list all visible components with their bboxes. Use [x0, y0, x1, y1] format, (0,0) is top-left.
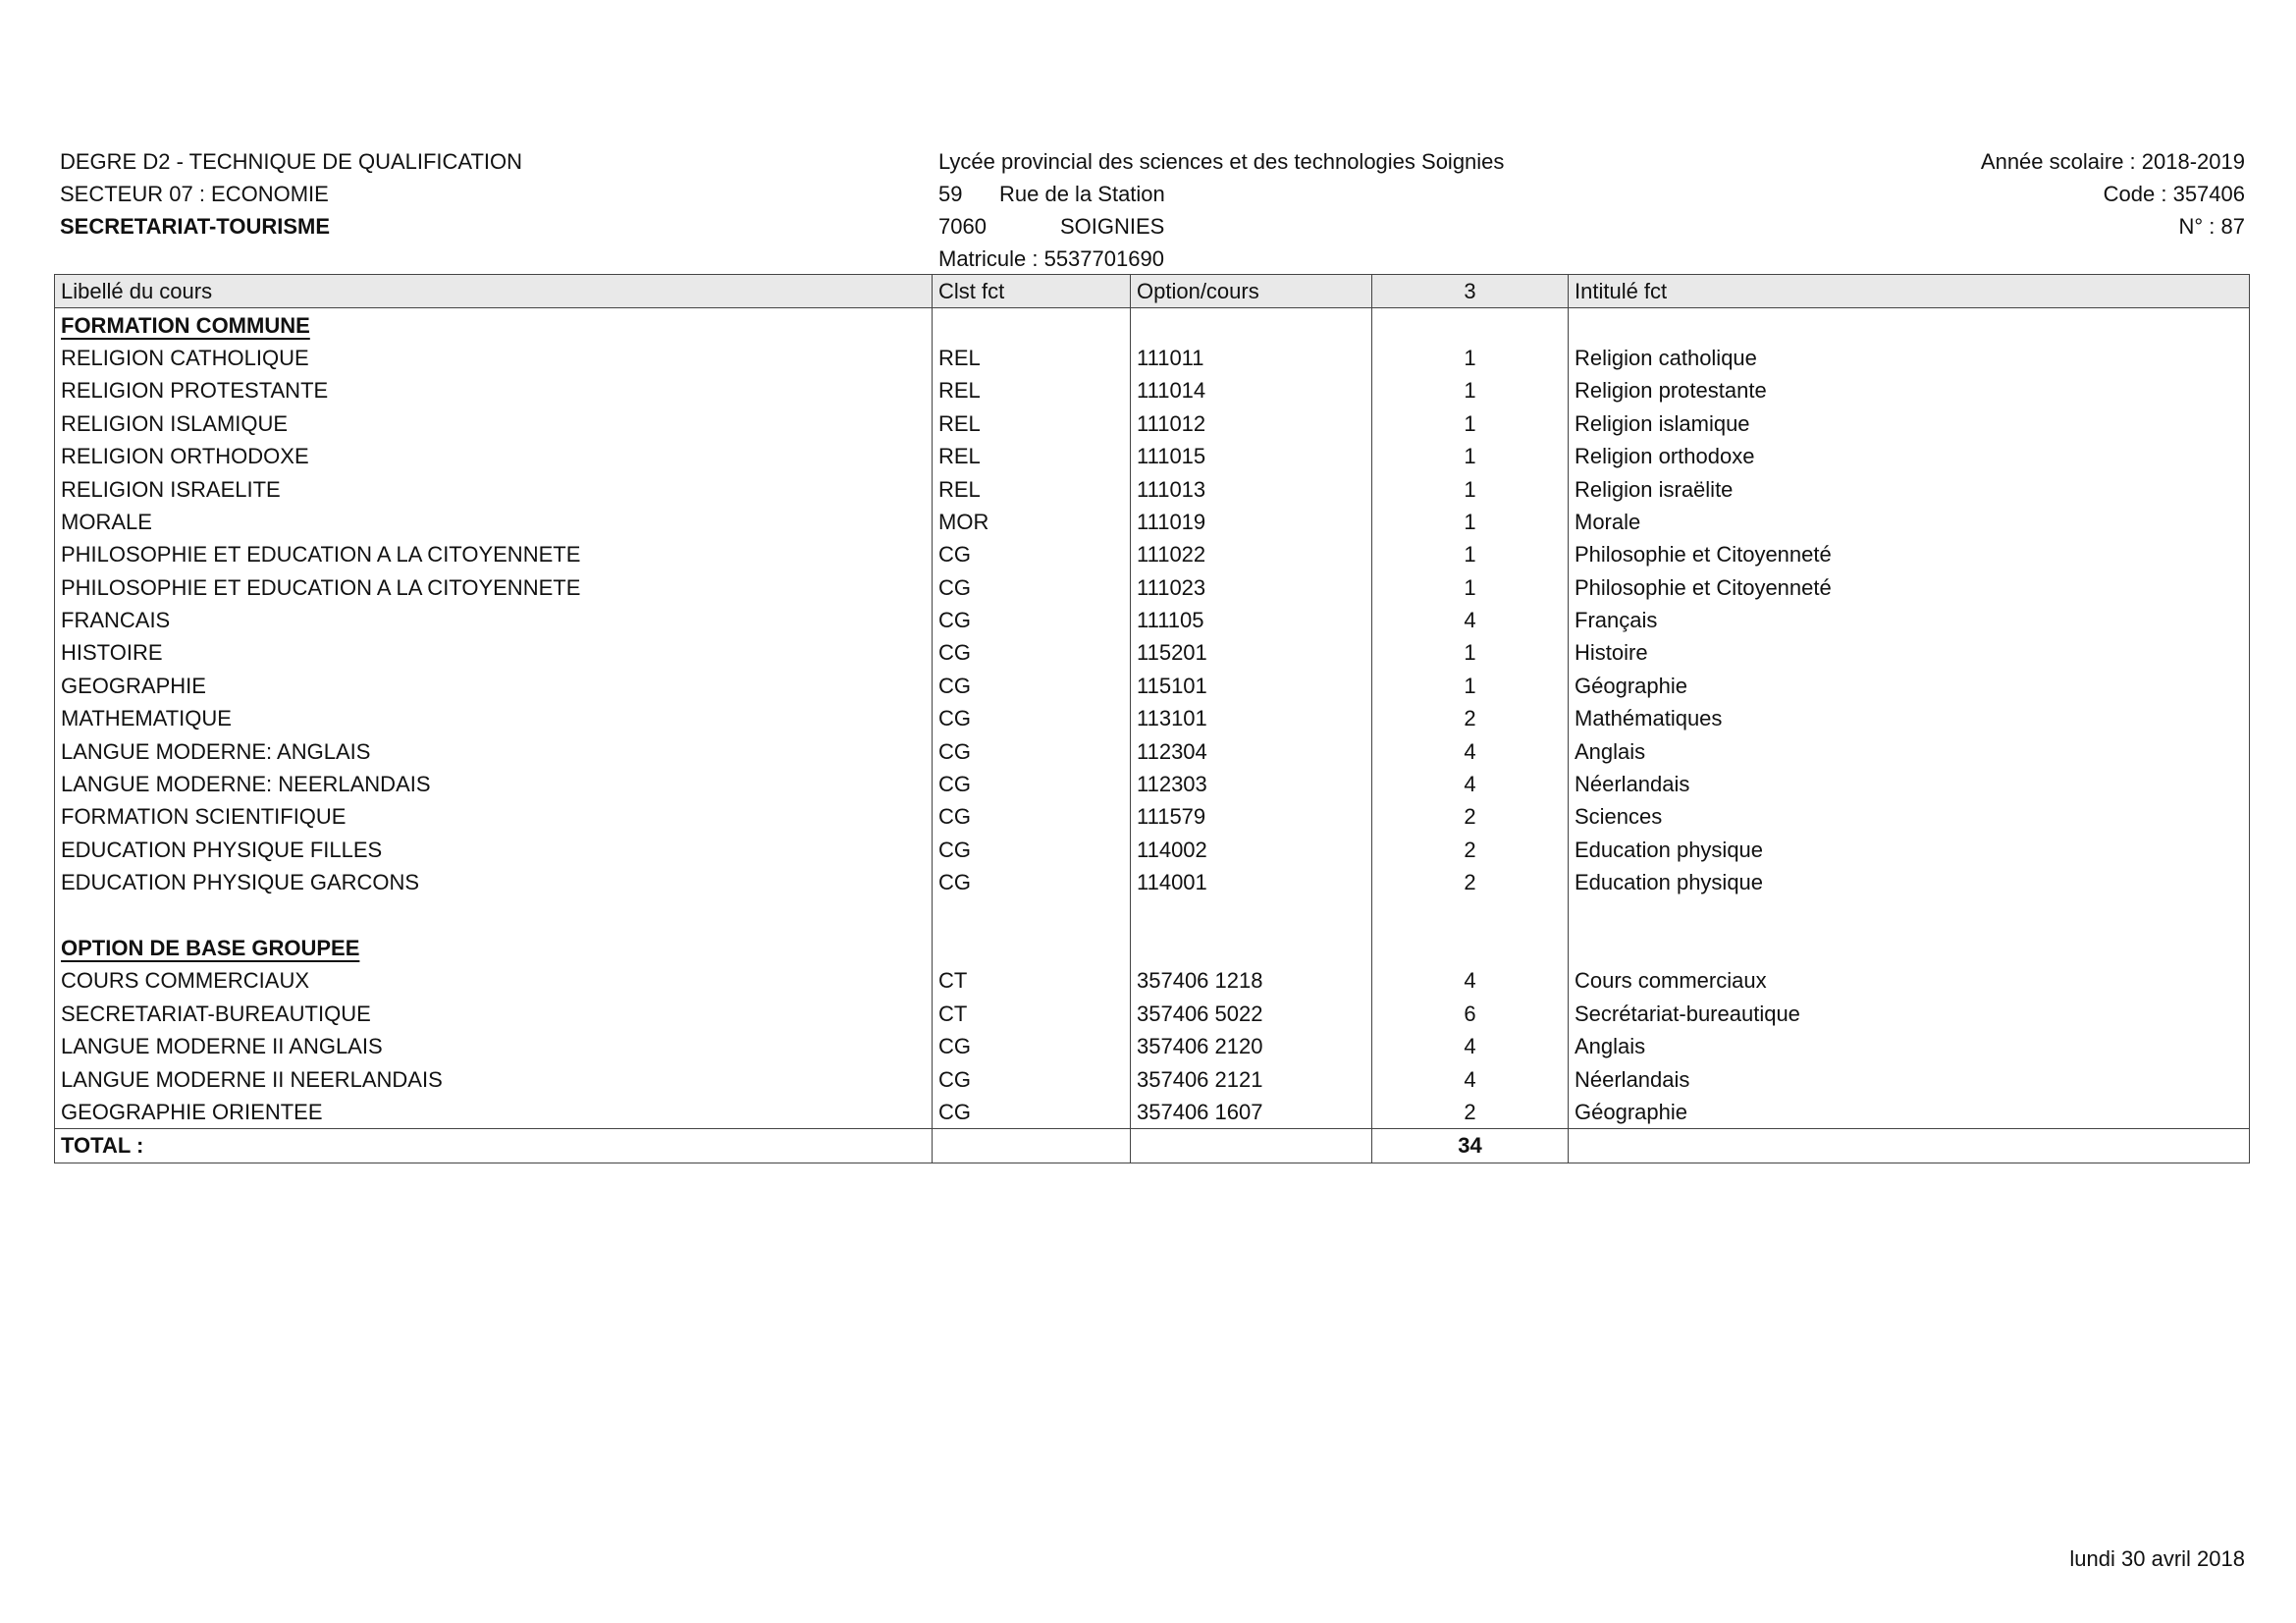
course-title-cell: Religion islamique: [1569, 407, 2250, 440]
course-name-cell: COURS COMMERCIAUX: [55, 964, 933, 997]
course-title-cell: Géographie: [1569, 1096, 2250, 1129]
clst-cell: CG: [933, 571, 1131, 604]
column-header-hours: 3: [1372, 275, 1569, 308]
total-row: [55, 1129, 2250, 1163]
course-name-cell: PHILOSOPHIE ET EDUCATION A LA CITOYENNETE: [55, 538, 933, 570]
option-code-cell: 357406 2121: [1131, 1062, 1372, 1095]
course-name-cell: MORALE: [55, 506, 933, 538]
course-table: [54, 274, 2250, 1163]
table-row: [55, 342, 2250, 374]
section-header-row: [55, 932, 2250, 964]
hours-cell: 1: [1372, 374, 1569, 406]
option-code-cell: 111019: [1131, 506, 1372, 538]
hours-cell: 1: [1372, 636, 1569, 669]
clst-cell: CG: [933, 1030, 1131, 1062]
clst-cell: REL: [933, 342, 1131, 374]
hours-cell: 2: [1372, 702, 1569, 734]
course-title-cell: Education physique: [1569, 834, 2250, 866]
table-row: [55, 800, 2250, 833]
empty-cell: [1131, 1129, 1372, 1163]
table-row: [55, 964, 2250, 997]
school-year: Année scolaire : 2018-2019: [1980, 149, 2245, 174]
table-row: [55, 538, 2250, 570]
course-title-cell: Morale: [1569, 506, 2250, 538]
table-row: [55, 670, 2250, 702]
hours-cell: 6: [1372, 998, 1569, 1030]
empty-cell: [933, 1129, 1131, 1163]
option-code-cell: 114001: [1131, 866, 1372, 898]
table-row: [55, 440, 2250, 472]
option-code-cell: 357406 1218: [1131, 964, 1372, 997]
option-code-cell: 111579: [1131, 800, 1372, 833]
hours-cell: 1: [1372, 472, 1569, 505]
course-title-cell: Religion orthodoxe: [1569, 440, 2250, 472]
table-row: [55, 506, 2250, 538]
course-title-cell: Néerlandais: [1569, 768, 2250, 800]
course-title-cell: Secrétariat-bureautique: [1569, 998, 2250, 1030]
section-title: FORMATION COMMUNE: [61, 312, 310, 338]
option-code-cell: 111014: [1131, 374, 1372, 406]
sector-label: SECTEUR 07 : ECONOMIE: [60, 182, 329, 206]
table-row: [55, 1096, 2250, 1129]
option-code-cell: 111023: [1131, 571, 1372, 604]
column-header-title: Intitulé fct: [1569, 275, 2250, 308]
option-code-cell: 111012: [1131, 407, 1372, 440]
empty-cell: [1569, 308, 2250, 342]
option-code-cell: 111011: [1131, 342, 1372, 374]
table-row: [55, 407, 2250, 440]
course-title-cell: Philosophie et Citoyenneté: [1569, 538, 2250, 570]
hours-cell: 2: [1372, 834, 1569, 866]
empty-cell: [1569, 1129, 2250, 1163]
course-name-cell: FORMATION SCIENTIFIQUE: [55, 800, 933, 833]
clst-cell: CG: [933, 1062, 1131, 1095]
hours-cell: 4: [1372, 604, 1569, 636]
course-title-cell: Religion protestante: [1569, 374, 2250, 406]
empty-cell: [55, 898, 933, 931]
empty-cell: [1569, 898, 2250, 931]
hours-cell: 1: [1372, 440, 1569, 472]
table-row: [55, 374, 2250, 406]
clst-cell: CG: [933, 866, 1131, 898]
section-title-cell: [55, 932, 933, 964]
hours-cell: 1: [1372, 538, 1569, 570]
option-code-cell: 357406 2120: [1131, 1030, 1372, 1062]
option-code-cell: 115201: [1131, 636, 1372, 669]
course-name-cell: LANGUE MODERNE: ANGLAIS: [55, 734, 933, 767]
course-name-cell: HISTOIRE: [55, 636, 933, 669]
course-name-cell: GEOGRAPHIE ORIENTEE: [55, 1096, 933, 1129]
option-code-cell: 114002: [1131, 834, 1372, 866]
school-name: Lycée provincial des sciences et des technologies Soignies: [938, 149, 1505, 174]
empty-cell: [1372, 308, 1569, 342]
hours-cell: 4: [1372, 1062, 1569, 1095]
table-row: [55, 866, 2250, 898]
course-title-cell: Cours commerciaux: [1569, 964, 2250, 997]
clst-cell: CT: [933, 964, 1131, 997]
hours-cell: 4: [1372, 734, 1569, 767]
matricule: Matricule : 5537701690: [938, 246, 1164, 271]
course-name-cell: LANGUE MODERNE II NEERLANDAIS: [55, 1062, 933, 1095]
course-name-cell: EDUCATION PHYSIQUE FILLES: [55, 834, 933, 866]
course-name-cell: RELIGION ISLAMIQUE: [55, 407, 933, 440]
clst-cell: CG: [933, 800, 1131, 833]
course-name-cell: LANGUE MODERNE II ANGLAIS: [55, 1030, 933, 1062]
table-row: [55, 604, 2250, 636]
street-name: Rue de la Station: [999, 182, 1165, 206]
table-row: [55, 571, 2250, 604]
table-row: [55, 636, 2250, 669]
course-name-cell: RELIGION CATHOLIQUE: [55, 342, 933, 374]
hours-cell: 4: [1372, 1030, 1569, 1062]
empty-cell: [1131, 308, 1372, 342]
city-name: SOIGNIES: [1060, 214, 1165, 239]
hours-cell: 1: [1372, 571, 1569, 604]
option-code-cell: 357406 1607: [1131, 1096, 1372, 1129]
clst-cell: REL: [933, 440, 1131, 472]
course-title-cell: Religion catholique: [1569, 342, 2250, 374]
empty-cell: [933, 308, 1131, 342]
clst-cell: CG: [933, 1096, 1131, 1129]
section-label: SECRETARIAT-TOURISME: [60, 214, 331, 239]
course-name-cell: FRANCAIS: [55, 604, 933, 636]
course-title-cell: Géographie: [1569, 670, 2250, 702]
option-code-cell: 115101: [1131, 670, 1372, 702]
empty-cell: [1372, 932, 1569, 964]
course-title-cell: Anglais: [1569, 1030, 2250, 1062]
option-code-cell: 113101: [1131, 702, 1372, 734]
clst-cell: MOR: [933, 506, 1131, 538]
header-school-info: [938, 145, 1504, 275]
course-title-cell: Français: [1569, 604, 2250, 636]
course-title-cell: Philosophie et Citoyenneté: [1569, 571, 2250, 604]
empty-cell: [1131, 932, 1372, 964]
hours-cell: 4: [1372, 768, 1569, 800]
option-code-cell: 111013: [1131, 472, 1372, 505]
course-name-cell: RELIGION ORTHODOXE: [55, 440, 933, 472]
header-right: [1981, 145, 2245, 243]
hours-cell: 1: [1372, 506, 1569, 538]
empty-cell: [933, 898, 1131, 931]
course-title-cell: Sciences: [1569, 800, 2250, 833]
hours-cell: 1: [1372, 407, 1569, 440]
section-title-cell: [55, 308, 933, 342]
hours-cell: 2: [1372, 800, 1569, 833]
table-row: [55, 472, 2250, 505]
empty-cell: [1372, 898, 1569, 931]
hours-cell: 2: [1372, 1096, 1569, 1129]
table-body: [55, 308, 2250, 1163]
course-title-cell: Néerlandais: [1569, 1062, 2250, 1095]
course-name-cell: RELIGION PROTESTANTE: [55, 374, 933, 406]
clst-cell: REL: [933, 374, 1131, 406]
section-title: OPTION DE BASE GROUPEE: [61, 936, 360, 960]
table-row: [55, 734, 2250, 767]
table-row: [55, 768, 2250, 800]
course-name-cell: GEOGRAPHIE: [55, 670, 933, 702]
header-left: [60, 145, 522, 243]
clst-cell: CT: [933, 998, 1131, 1030]
spacer-row: [55, 898, 2250, 931]
clst-cell: CG: [933, 834, 1131, 866]
course-name-cell: EDUCATION PHYSIQUE GARCONS: [55, 866, 933, 898]
option-code-cell: 111015: [1131, 440, 1372, 472]
clst-cell: CG: [933, 604, 1131, 636]
school-code: Code : 357406: [2103, 182, 2245, 206]
clst-cell: REL: [933, 472, 1131, 505]
total-value: 34: [1372, 1129, 1569, 1163]
course-name-cell: MATHEMATIQUE: [55, 702, 933, 734]
table-row: [55, 1030, 2250, 1062]
option-code-cell: 357406 5022: [1131, 998, 1372, 1030]
table-row: [55, 998, 2250, 1030]
empty-cell: [933, 932, 1131, 964]
course-name-cell: PHILOSOPHIE ET EDUCATION A LA CITOYENNETE: [55, 571, 933, 604]
street-number: 59: [938, 182, 963, 206]
option-code-cell: 111022: [1131, 538, 1372, 570]
document-number: N° : 87: [2178, 214, 2245, 239]
street-address: [938, 178, 1504, 210]
course-title-cell: Religion israëlite: [1569, 472, 2250, 505]
option-code-cell: 111105: [1131, 604, 1372, 636]
clst-cell: CG: [933, 768, 1131, 800]
hours-cell: 2: [1372, 866, 1569, 898]
table-row: [55, 702, 2250, 734]
clst-cell: CG: [933, 670, 1131, 702]
option-code-cell: 112303: [1131, 768, 1372, 800]
column-header-course: Libellé du cours: [55, 275, 933, 308]
clst-cell: CG: [933, 636, 1131, 669]
column-header-option: Option/cours: [1131, 275, 1372, 308]
degree-label: DEGRE D2 - TECHNIQUE DE QUALIFICATION: [60, 149, 523, 174]
course-title-cell: Mathématiques: [1569, 702, 2250, 734]
course-name-cell: LANGUE MODERNE: NEERLANDAIS: [55, 768, 933, 800]
clst-cell: CG: [933, 734, 1131, 767]
footer-date: lundi 30 avril 2018: [2069, 1546, 2245, 1571]
postal-code: 7060: [938, 214, 987, 239]
course-name-cell: RELIGION ISRAELITE: [55, 472, 933, 505]
course-title-cell: Education physique: [1569, 866, 2250, 898]
empty-cell: [1569, 932, 2250, 964]
hours-cell: 1: [1372, 342, 1569, 374]
course-title-cell: Histoire: [1569, 636, 2250, 669]
empty-cell: [1131, 898, 1372, 931]
hours-cell: 1: [1372, 670, 1569, 702]
column-header-clst: Clst fct: [933, 275, 1131, 308]
option-code-cell: 112304: [1131, 734, 1372, 767]
total-label: TOTAL :: [55, 1129, 933, 1163]
course-title-cell: Anglais: [1569, 734, 2250, 767]
section-header-row: [55, 308, 2250, 342]
table-header-row: [55, 275, 2250, 308]
clst-cell: CG: [933, 538, 1131, 570]
table-row: [55, 834, 2250, 866]
clst-cell: CG: [933, 702, 1131, 734]
hours-cell: 4: [1372, 964, 1569, 997]
table-row: [55, 1062, 2250, 1095]
city-line: [938, 210, 1504, 243]
clst-cell: REL: [933, 407, 1131, 440]
course-name-cell: SECRETARIAT-BUREAUTIQUE: [55, 998, 933, 1030]
